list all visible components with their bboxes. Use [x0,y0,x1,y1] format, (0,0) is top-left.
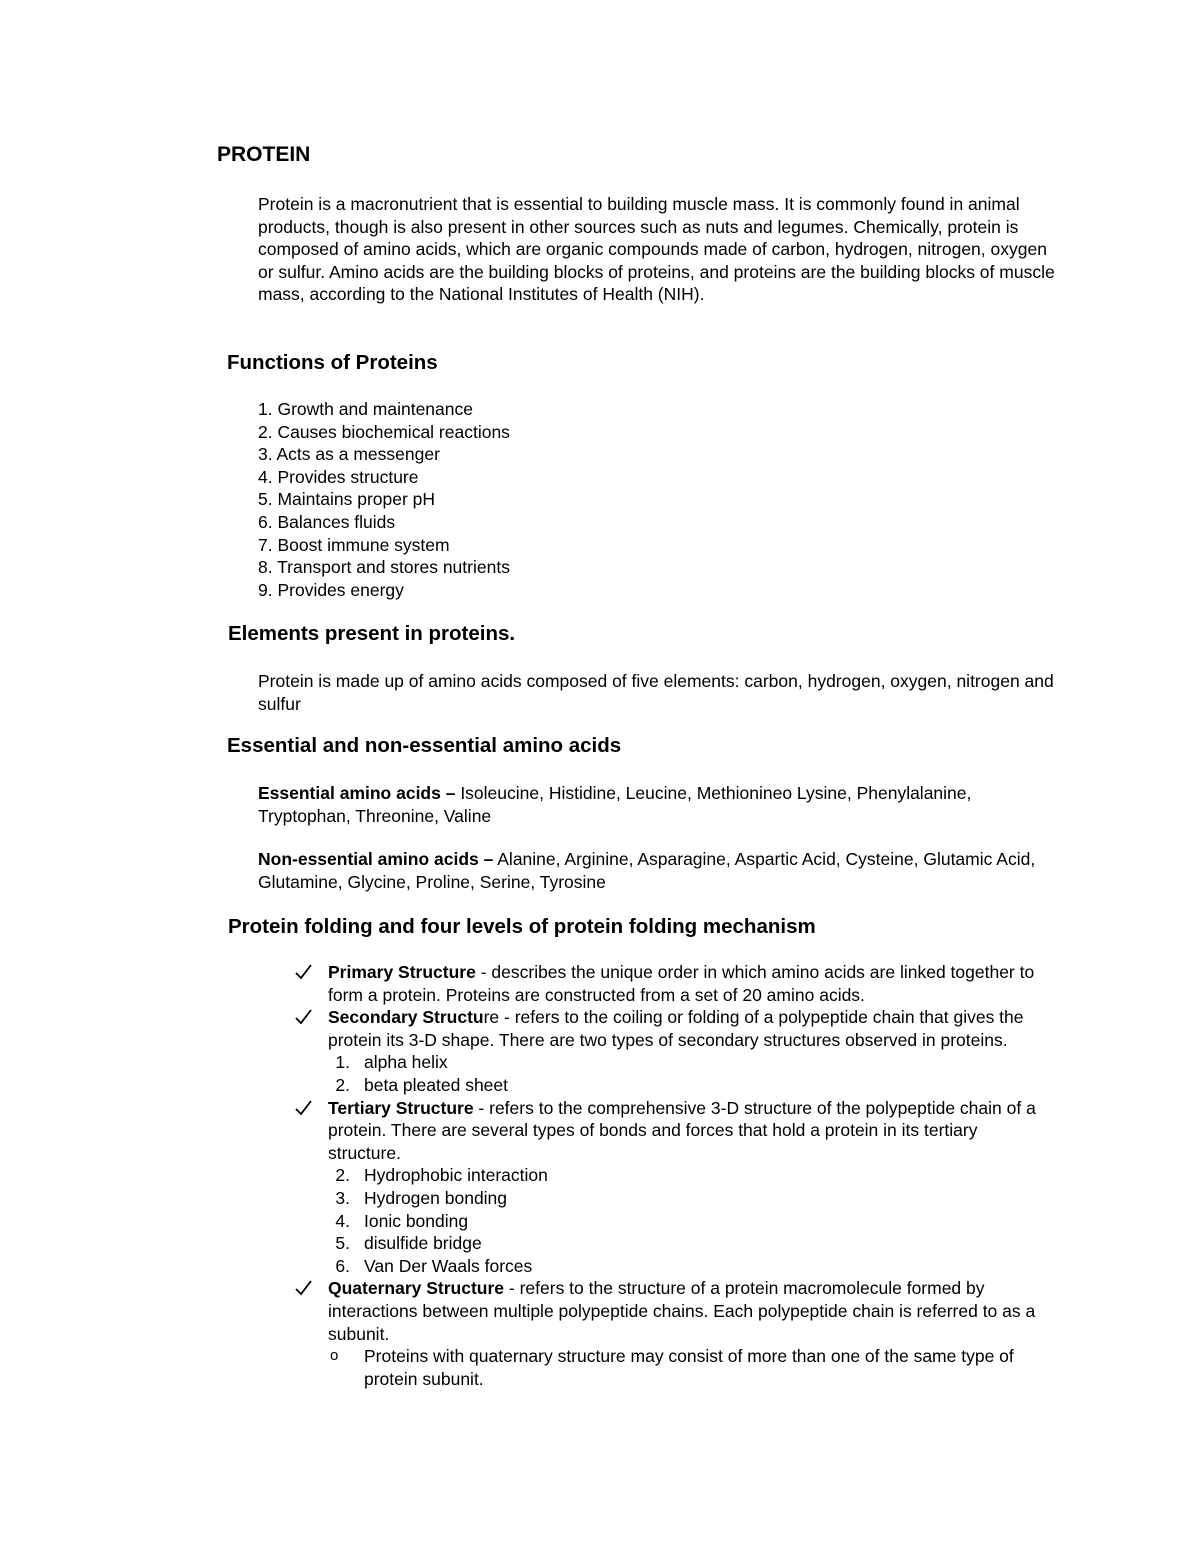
list-text: Hydrogen bonding [364,1187,508,1208]
nonessential-amino-paragraph [258,848,1058,893]
list-number: 2. [335,1074,350,1095]
checkmark-icon [293,961,315,983]
checkmark-icon [293,1277,315,1299]
functions-list [258,398,510,601]
list-number: 4. [335,1210,350,1231]
list-number: 6. [335,1255,350,1276]
list-item [293,1074,1053,1097]
list-item: 7. Boost immune system [258,534,450,555]
list-number: 3. [335,1187,350,1208]
list-item [293,1255,1053,1278]
elements-paragraph: Protein is made up of amino acids composed of five elements: carbon, hydrogen, oxygen, nitrogen and sulfur [258,671,1054,714]
circle-bullet-icon: o [330,1347,339,1365]
tertiary-forces-list [328,1164,1053,1277]
functions-heading: Functions of Proteins [227,351,438,374]
essential-text: Isoleucine, Histidine, Leucine, Methionineo Lysine, Phenylalanine, Tryptophan, Threonine, Valine [258,783,972,826]
list-item [293,1051,1053,1074]
quaternary-label: Quaternary Structure [328,1278,505,1299]
checkmark-icon [293,1006,315,1028]
list-number: 5. [335,1233,350,1254]
primary-text: - describes the unique order in which amino acids are linked together to form a protein. Proteins are constructed from a set of 20 amino acids. [328,962,1035,1005]
list-item [293,1164,1053,1187]
quaternary-notes-list [328,1345,1053,1390]
list-item: 5. Maintains proper pH [258,489,436,510]
list-item [293,1187,1053,1210]
quaternary-text: - refers to the structure of a protein macromolecule formed by interactions between multiple polypeptide chains. Each polypeptide chain is referred to as a subunit. [328,1278,1036,1344]
quaternary-structure-item [293,1277,1053,1390]
primary-structure-item [293,961,1053,1006]
list-item: 3. Acts as a messenger [258,444,440,465]
amino-heading: Essential and non-essential amino acids [227,734,622,757]
essential-amino-paragraph [258,782,1058,827]
elements-heading: Elements present in proteins. [228,622,516,645]
list-item: 8. Transport and stores nutrients [258,557,510,578]
list-number: 2. [335,1165,350,1186]
list-text: disulfide bridge [364,1233,482,1254]
intro-paragraph: Protein is a macronutrient that is essential to building muscle mass. It is commonly found in animal products, though is also present in other sources such as nuts and legumes. Chemically, protein is composed of amino acids, which are organic compounds made of carbon, hydrogen, nitrogen, oxygen or sulfur. Amino acids are the building blocks of proteins, and proteins are the building blocks of muscle mass, according to the National Institutes of Health (NIH). [258,194,1055,304]
list-text: alpha helix [364,1052,448,1073]
list-item: 6. Balances fluids [258,511,396,532]
primary-label: Primary Structure [328,962,476,982]
list-item: 4. Provides structure [258,466,419,487]
list-number: 1. [335,1052,350,1073]
secondary-text: re - refers to the coiling or folding of a polypeptide chain that gives the protein its 3-D shape. There are two types of secondary structures observed in proteins. [328,1007,1024,1050]
tertiary-label: Tertiary Structure [328,1097,474,1118]
checkmark-icon [293,1097,315,1119]
list-item: 1. Growth and maintenance [258,399,473,419]
tertiary-text: - refers to the comprehensive 3-D structure of the polypeptide chain of a protein. There are several types of bonds and forces that hold a protein in its tertiary structure. [328,1097,1036,1163]
nonessential-text: Alanine, Arginine, Asparagine, Aspartic Acid, Cysteine, Glutamic Acid, Glutamine, Glycine, Proline, Serine, Tyrosine [258,849,1036,892]
list-text: Hydrophobic interaction [364,1165,548,1186]
folding-structures-list [293,961,1053,1390]
list-item: 9. Provides energy [258,579,404,600]
document-title: PROTEIN [217,143,311,166]
secondary-types-list [328,1051,1053,1096]
nonessential-label: Non-essential amino acids – [258,849,494,869]
essential-label: Essential amino acids – [258,783,456,803]
secondary-label: Secondary Structu [328,1007,484,1028]
list-text: Proteins with quaternary structure may consist of more than one of the same type of protein subunit. [364,1346,1014,1389]
folding-heading: Protein folding and four levels of protein folding mechanism [228,915,816,938]
list-text: beta pleated sheet [364,1074,509,1095]
tertiary-structure-item [293,1097,1053,1278]
list-item: 2. Causes biochemical reactions [258,421,510,442]
list-text: Van Der Waals forces [364,1255,533,1276]
list-item [293,1232,1053,1255]
list-text: Ionic bonding [364,1210,469,1231]
secondary-structure-item [293,1006,1053,1096]
list-item [293,1210,1053,1233]
list-item [293,1345,1053,1390]
